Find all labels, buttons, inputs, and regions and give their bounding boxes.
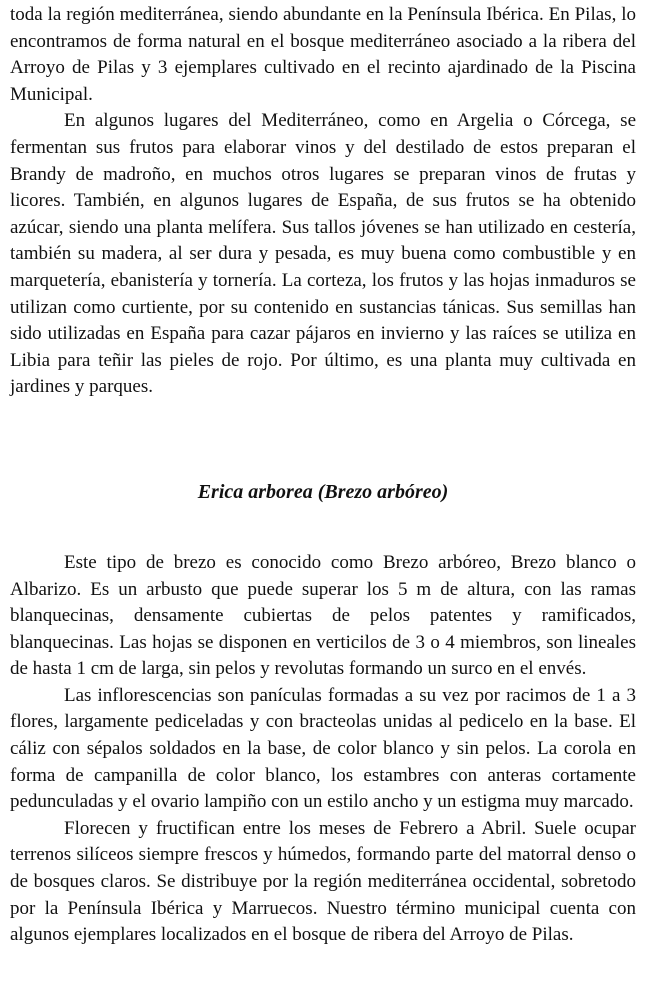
habitat-paragraph: Florecen y fructifican entre los meses de Febrero a Abril. Suele ocupar terrenos silíceos siempre frescos y húmedos, formando parte del matorral denso o de bosques claros. Se distribuye por la región mediterránea occidental, sobretodo por la Península Ibérica y Marruecos. Nuestro término municipal cuenta con algunos ejemplares localizados en el bosque de ribera del Arroyo de Pilas. [10, 817, 636, 946]
section-heading: Erica arborea (Brezo arbóreo) [197, 480, 449, 503]
inflorescence-paragraph: Las inflorescencias son panículas formadas a su vez por racimos de 1 a 3 flores, largamente pediceladas y con bracteolas unidas al pedicelo en la base. El cáliz con sépalos soldados en la base, de color blanco y sin pelos. La corola en forma de campanilla de color blanco, los estambres con anteras cortamente pedunculadas y el ovario lampiño con un estilo ancho y un estigma muy marcado. [10, 684, 636, 813]
document-page [10, 0, 636, 949]
section-heading-block [10, 479, 636, 505]
uses-paragraph: En algunos lugares del Mediterráneo, como en Argelia o Córcega, se fermentan sus frutos para elaborar vinos y del destilado de estos preparan el Brandy de madroño, en muchos otros lugares se preparan vinos de frutas y licores. También, en algunos lugares de España, de sus frutos se ha obtenido azúcar, siendo una planta melífera. Sus tallos jóvenes se han utilizado en cestería, también su madera, al ser dura y pesada, es muy buena como combustible y en marquetería, ebanistería y tornería. La corteza, los frutos y las hojas inmaduros se utilizan como curtiente, por su contenido en sustancias tánicas. Sus semillas han sido utilizadas en España para cazar pájaros en invierno y las raíces se utiliza en Libia para teñir las pieles de rojo. Por último, es una planta muy cultivada en jardines y parques. [10, 110, 636, 398]
continued-paragraph: toda la región mediterránea, siendo abundante en la Península Ibérica. En Pilas, lo encontramos de forma natural en el bosque mediterráneo asociado a la ribera del Arroyo de Pilas y 3 ejemplares cultivado en el recinto ajardinado de la Piscina Municipal. [10, 4, 636, 105]
description-paragraph: Este tipo de brezo es conocido como Brezo arbóreo, Brezo blanco o Albarizo. Es un arbusto que puede superar los 5 m de altura, con las ramas blanquecinas, densamente cubiertas de pelos patentes y ramificados, blanquecinas. Las hojas se disponen en verticilos de 3 o 4 miembros, son lineales de hasta 1 cm de larga, sin pelos y revolutas formando un surco en el envés. [10, 551, 636, 680]
